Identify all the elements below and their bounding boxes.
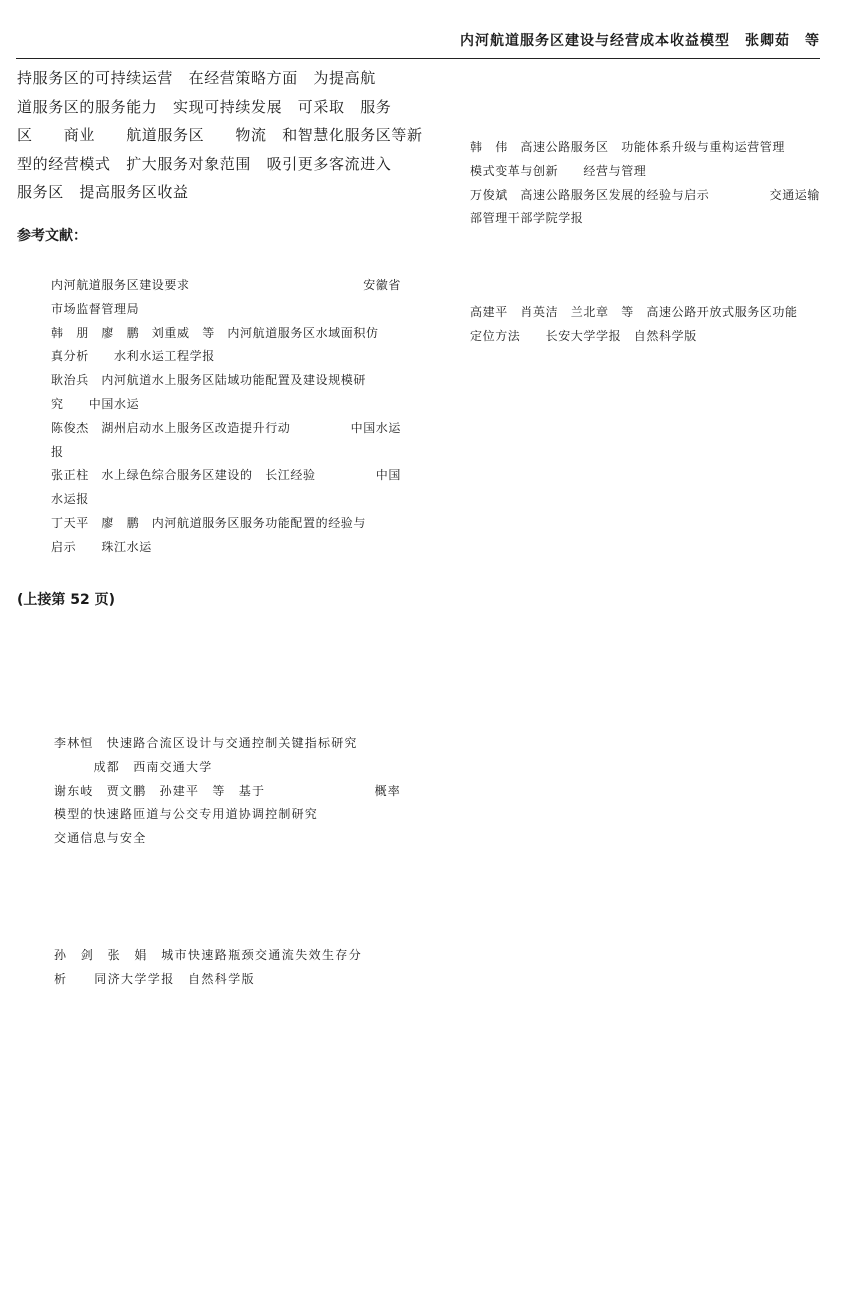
- reference-text: 谢东岐 贾文鹏 孙建平 等 基于: [54, 783, 266, 798]
- reference-text: 概率: [374, 783, 401, 798]
- reference-text: 安徽省: [363, 278, 401, 292]
- reference-text: 定位方法 长安大学学报 自然科学版: [470, 328, 697, 343]
- continued-from-note: (上接第 52 页): [17, 592, 116, 608]
- reference-text: 启示 珠江水运: [51, 539, 152, 554]
- reference-text: 韩 朋 廖 鹏 刘重威 等 内河航道服务区水域面积仿: [51, 325, 379, 340]
- reference-text: 陈俊杰 湖州启动水上服务区改造提升行动: [51, 420, 291, 435]
- reference-line: [470, 184, 820, 208]
- reference-line: [51, 322, 401, 346]
- body-line: 道服务区的服务能力 实现可持续发展 可采取 服务: [17, 97, 392, 116]
- body-line: 持服务区的可持续运营 在经营策略方面 为提高航: [17, 69, 376, 87]
- reference-line: [54, 780, 401, 804]
- reference-text: 高建平 肖英洁 兰北章 等 高速公路开放式服务区功能: [470, 305, 798, 319]
- reference-list-left: [51, 274, 401, 560]
- body-paragraph: [17, 64, 423, 207]
- reference-text: 部管理干部学院学报: [470, 211, 584, 226]
- body-line: 区 商业 航道服务区 物流 和智慧化服务区等新: [17, 126, 423, 144]
- reference-text: 报: [51, 444, 64, 459]
- reference-text: 交通运输: [769, 187, 820, 202]
- reference-text: 李林恒 快速路合流区设计与交通控制关键指标研究: [54, 736, 358, 750]
- reference-line: [51, 512, 401, 536]
- reference-line: [54, 827, 401, 851]
- reference-line: [54, 756, 401, 780]
- reference-line: [51, 464, 401, 488]
- reference-line: [51, 298, 401, 322]
- reference-line: [470, 207, 820, 231]
- reference-line: [51, 345, 401, 369]
- reference-line: [470, 136, 820, 160]
- reference-text: 成都 西南交通大学: [54, 759, 213, 774]
- reference-line: [470, 160, 820, 184]
- reference-line: [54, 803, 401, 827]
- reference-line: [51, 488, 401, 512]
- reference-line: [54, 944, 401, 968]
- running-header: 内河航道服务区建设与经营成本收益模型 张卿茹 等: [460, 33, 820, 49]
- continued-reference-list-1: [54, 732, 401, 851]
- body-line: 服务区 提高服务区收益: [17, 183, 189, 201]
- reference-line: [470, 325, 820, 349]
- reference-text: 模式变革与创新 经营与管理: [470, 163, 647, 178]
- reference-text: 究 中国水运: [51, 396, 140, 411]
- reference-list-right-top: [470, 136, 820, 231]
- reference-text: 中国: [375, 468, 401, 483]
- reference-line: [54, 968, 401, 992]
- reference-text: 交通信息与安全: [54, 831, 147, 846]
- reference-text: 张正柱 水上绿色综合服务区建设的 长江经验: [51, 468, 316, 483]
- body-line: 型的经营模式 扩大服务对象范围 吸引更多客流进入: [17, 154, 392, 173]
- reference-line: [470, 301, 820, 325]
- reference-line: [51, 441, 401, 465]
- reference-line: [51, 274, 401, 298]
- reference-line: [51, 536, 401, 560]
- reference-line: [51, 369, 401, 393]
- header-rule: [16, 58, 820, 59]
- reference-text: 水运报: [51, 492, 89, 507]
- reference-text: 析 同济大学学报 自然科学版: [54, 971, 256, 986]
- reference-text: 中国水运: [350, 420, 401, 435]
- reference-text: 孙 剑 张 娟 城市快速路瓶颈交通流失效生存分: [54, 948, 363, 962]
- reference-text: 市场监督管理局: [51, 301, 140, 316]
- reference-text: 内河航道服务区建设要求: [51, 278, 190, 292]
- reference-text: 万俊斌 高速公路服务区发展的经验与启示: [470, 187, 710, 202]
- continued-reference-list-2: [54, 944, 401, 992]
- reference-text: 耿治兵 内河航道水上服务区陆域功能配置及建设规模研: [51, 373, 367, 388]
- reference-list-right-middle: [470, 301, 820, 349]
- reference-text: 真分析 水利水运工程学报: [51, 349, 215, 364]
- reference-text: 丁天平 廖 鹏 内河航道服务区服务功能配置的经验与: [51, 515, 367, 530]
- reference-text: 韩 伟 高速公路服务区 功能体系升级与重构运营管理: [470, 140, 786, 154]
- reference-line: [54, 732, 401, 756]
- reference-line: [51, 417, 401, 441]
- reference-line: [51, 393, 401, 417]
- references-heading: 参考文献：: [17, 228, 87, 244]
- reference-text: 模型的快速路匝道与公交专用道协调控制研究: [54, 807, 319, 822]
